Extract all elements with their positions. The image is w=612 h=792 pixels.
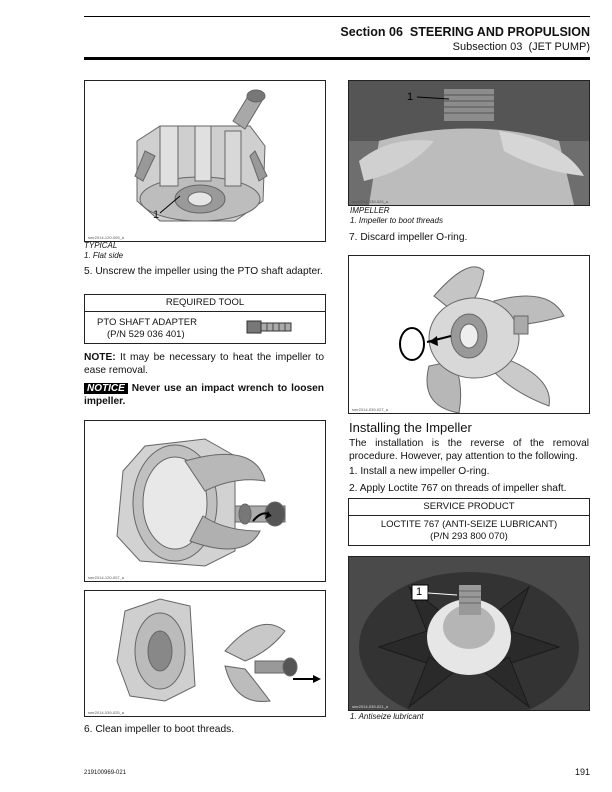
figure-code: smr2014-120-007_a xyxy=(88,575,125,580)
callout-1: 1 xyxy=(153,209,160,221)
service-product-table xyxy=(348,498,590,546)
callout-1: 1 xyxy=(416,586,423,598)
service-product-info xyxy=(349,516,589,542)
antiseize-photo xyxy=(349,557,589,710)
pto-adapter-icon xyxy=(245,317,295,337)
section-heading: Installing the Impeller xyxy=(349,420,472,435)
product-part-number: (P/N 293 800 070) xyxy=(430,530,508,542)
product-name: LOCTITE 767 (ANTI-SEIZE LUBRICANT) xyxy=(380,519,558,530)
impeller-adapter-illustration xyxy=(85,421,325,581)
notice-badge: NOTICE xyxy=(84,383,128,394)
figure-code: smr2014-039-021_a xyxy=(352,704,389,709)
figure-code: smr2014-120-005_a xyxy=(88,235,125,240)
intro-text: The installation is the reverse of the removal procedure. However, pay attention to the following. xyxy=(349,438,589,462)
step-7: 7. Discard impeller O-ring. xyxy=(349,232,468,243)
note xyxy=(84,352,324,377)
install-step-1: 1. Install a new impeller O-ring. xyxy=(349,466,490,477)
figure-caption xyxy=(84,241,123,261)
callout-1: 1 xyxy=(407,91,414,103)
impeller-housing-illustration xyxy=(85,81,325,241)
service-product-header: SERVICE PRODUCT xyxy=(349,499,589,516)
figure-impeller-housing xyxy=(84,80,326,242)
figure-impeller-threads xyxy=(348,80,590,206)
required-tool-header: REQUIRED TOOL xyxy=(85,295,325,312)
impeller-removed-illustration xyxy=(85,591,325,716)
header-rule xyxy=(84,57,590,60)
tool-name: PTO SHAFT ADAPTER xyxy=(97,317,197,328)
figure-code: smr2014-039-027_a xyxy=(352,407,389,412)
tool-part-number: (P/N 529 036 401) xyxy=(107,328,185,340)
required-tool-table xyxy=(84,294,326,344)
figure-impeller-adapter xyxy=(84,420,326,582)
figure-code: smr2014-039-025_a xyxy=(88,710,125,715)
figure-oring xyxy=(348,255,590,414)
required-tool-info xyxy=(97,317,197,340)
section-title xyxy=(340,25,590,39)
section-name: STEERING AND PROPULSION xyxy=(409,25,590,39)
step-5: 5. Unscrew the impeller using the PTO shaft adapter. xyxy=(84,266,323,277)
subsection-title xyxy=(453,41,590,53)
note-text: It may be necessary to heat the impeller to ease removal. xyxy=(84,352,324,376)
figure-impeller-removed xyxy=(84,590,326,717)
subsection-name: (JET PUMP) xyxy=(528,41,590,53)
step-6: 6. Clean impeller to boot threads. xyxy=(84,724,235,735)
page-number: 191 xyxy=(574,767,590,777)
caption-title: TYPICAL xyxy=(84,241,118,250)
note-label: NOTE: xyxy=(84,352,116,363)
caption-line: 1. Impeller to boot threads xyxy=(350,216,443,225)
figure-caption: 1. Antiseize lubricant xyxy=(350,712,424,721)
notice-text: Never use an impact wrench to loosen impeller. xyxy=(84,383,324,407)
figure-antiseize xyxy=(348,556,590,711)
caption-title: IMPELLER xyxy=(350,206,390,215)
header-top-rule xyxy=(84,16,590,17)
doc-code: 219100969-021 xyxy=(84,770,127,776)
impeller-threads-photo xyxy=(349,81,589,205)
caption-line: 1. Flat side xyxy=(84,251,124,260)
figure-code: smr2014-039-026_a xyxy=(352,199,389,204)
install-step-2: 2. Apply Loctite 767 on threads of impeller shaft. xyxy=(349,483,567,494)
figure-caption xyxy=(350,206,443,226)
oring-illustration xyxy=(349,256,589,413)
section-number: Section 06 xyxy=(340,25,403,39)
subsection-number: Subsection 03 xyxy=(452,41,523,53)
notice xyxy=(84,383,324,408)
